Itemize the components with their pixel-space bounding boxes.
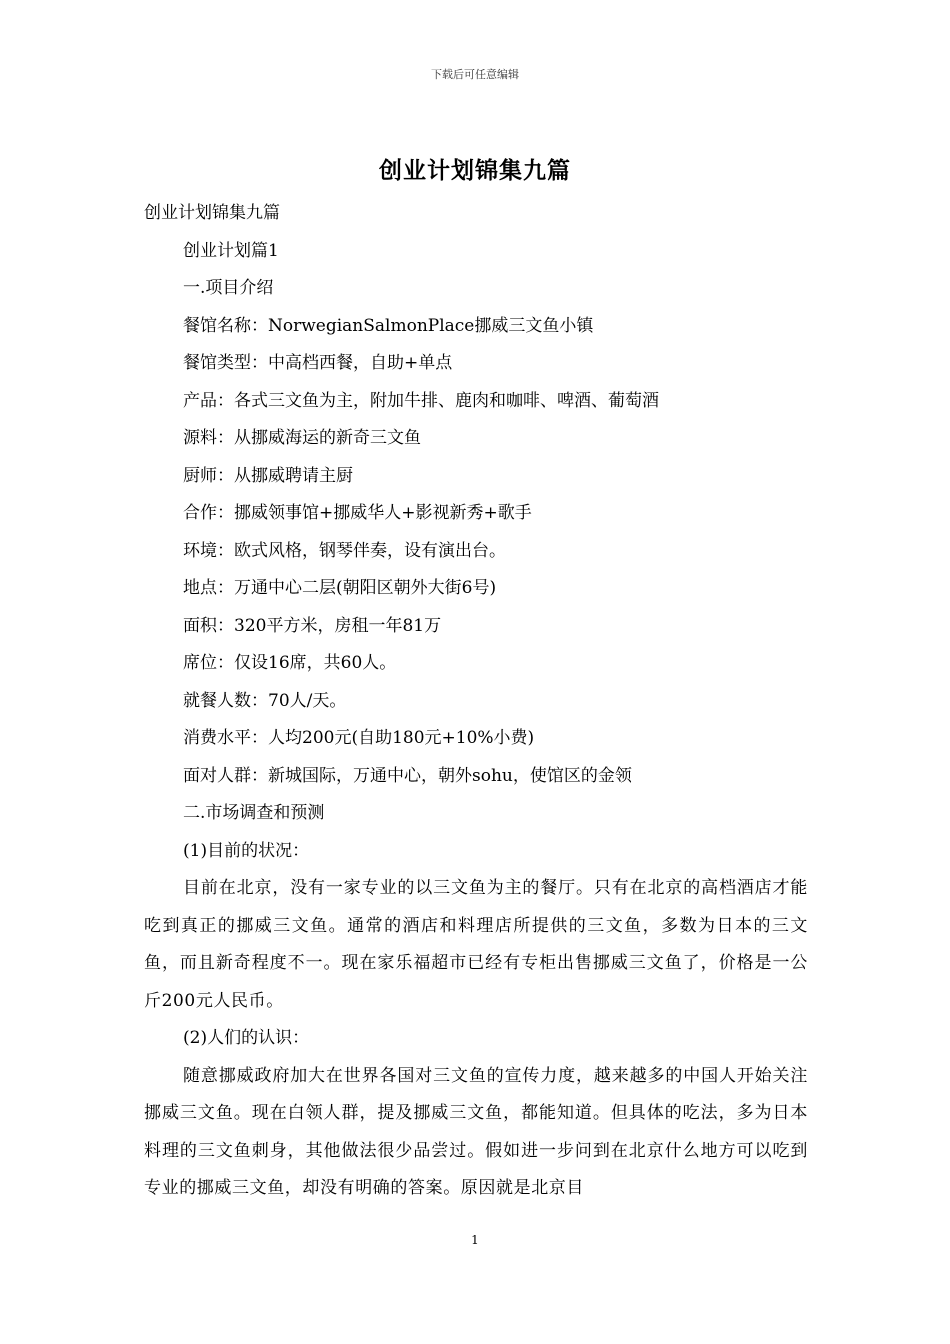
text-line: 源料：从挪威海运的新奇三文鱼 [183,428,421,448]
page-number: 1 [471,1233,479,1247]
text-line: 消费水平：人均200元(自助180元+10%小费) [183,728,535,748]
text-line: 创业计划篇1 [183,240,279,261]
text-line: 产品：各式三文鱼为主，附加牛排、鹿肉和咖啡、啤酒、葡萄酒 [183,390,659,411]
subsection-heading: (1)目前的状况： [183,840,310,861]
text-line: 席位：仅设16席，共60人。 [183,653,397,673]
section-heading: 一.项目介绍 [183,278,274,298]
header-note: 下载后可任意编辑 [431,68,519,81]
document-title: 创业计划锦集九篇 [379,158,571,184]
text-line: 合作：挪威领事馆+挪威华人+影视新秀+歌手 [183,503,532,523]
text-line: 餐馆类型：中高档西餐，自助+单点 [183,353,453,373]
document-body [144,195,808,1208]
subsection-heading: (2)人们的认识： [183,1028,310,1048]
text-line: 餐馆名称：NorwegianSalmonPlace挪威三文鱼小镇 [183,315,594,336]
paragraph: 目前在北京，没有一家专业的以三文鱼为主的餐厅。只有在北京的高档酒店才能吃到真正的挪威三文鱼。通常的酒店和料理店所提供的三文鱼，多数为日本的三文鱼，而且新奇程度不一。现在家乐福超市已经有专柜出售挪威三文鱼了，价格是一公斤200元人民币。 [144,878,808,1011]
text-line: 面对人群：新城国际，万通中心，朝外sohu，使馆区的金领 [183,765,632,786]
subtitle-line: 创业计划锦集九篇 [144,203,280,223]
paragraph: 随意挪威政府加大在世界各国对三文鱼的宣传力度，越来越多的中国人开始关注挪威三文鱼。现在白领人群，提及挪威三文鱼，都能知道。但具体的吃法，多为日本料理的三文鱼刺身，其他做法很少品尝过。假如进一步问到在北京什么地方可以吃到专业的挪威三文鱼，却没有明确的答案。原因就是北京目 [144,1065,808,1198]
text-line: 厨师：从挪威聘请主厨 [183,465,353,486]
text-line: 地点：万通中心二层(朝阳区朝外大街6号) [183,578,497,598]
text-line: 面积：320平方米，房租一年81万 [183,615,442,636]
text-line: 环境：欧式风格，钢琴伴奏，设有演出台。 [183,540,506,561]
text-line: 就餐人数：70人/天。 [183,690,347,711]
section-heading: 二.市场调查和预测 [183,803,325,823]
